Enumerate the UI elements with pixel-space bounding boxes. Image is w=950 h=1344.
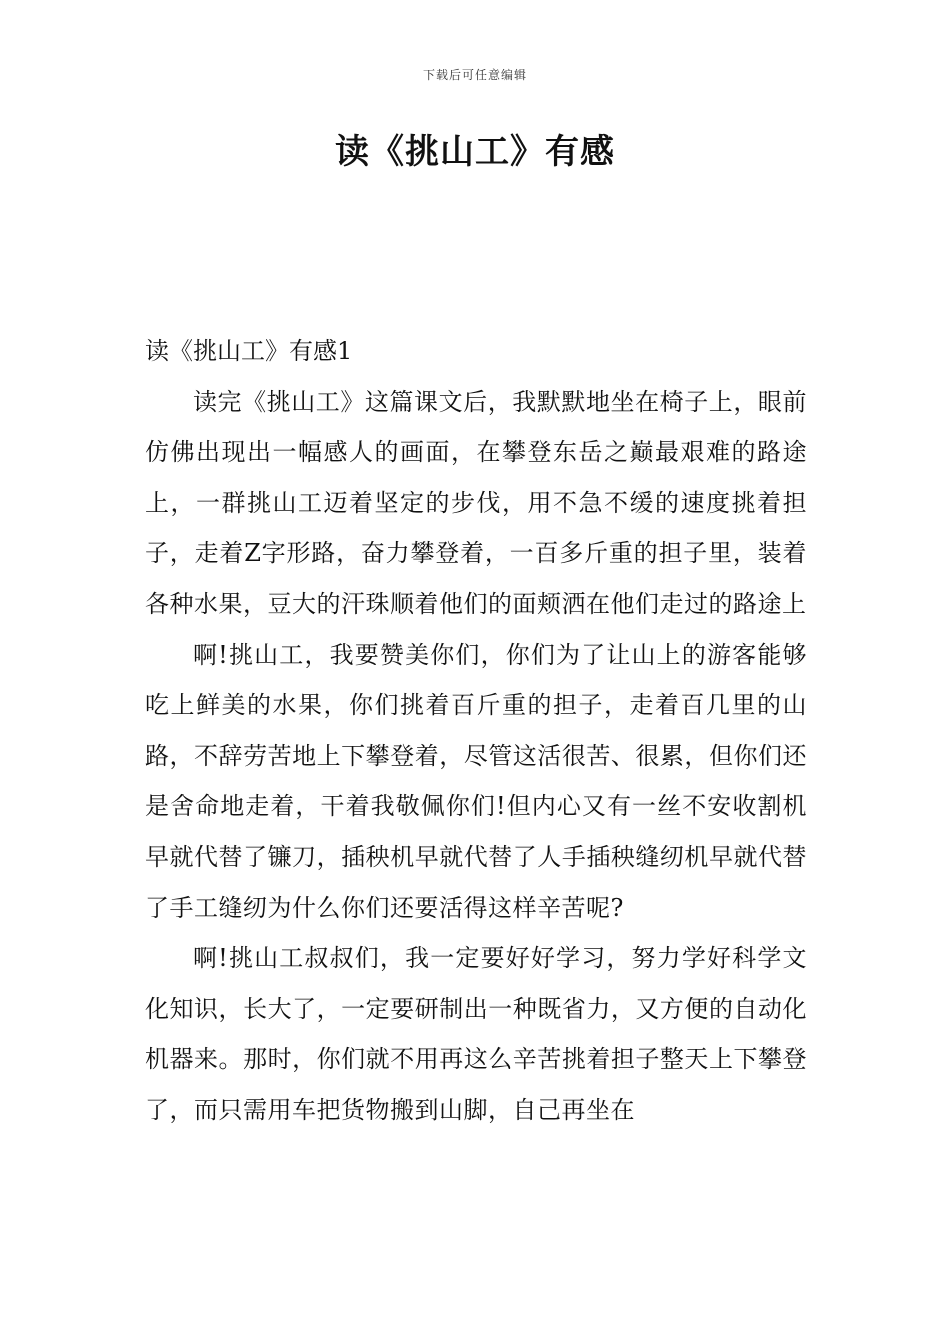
paragraph-2: 啊!挑山工，我要赞美你们，你们为了让山上的游客能够吃上鲜美的水果，你们挑着百斤重的担子，走着百几里的山路，不辞劳苦地上下攀登着，尽管这活很苦、很累，但你们还是舍命地走着，干着我敬佩你们!但内心又有一丝不安收割机早就代替了镰刀，插秧机早就代替了人手插秧缝纫机早就代替了手工缝纫为什么你们还要活得这样辛苦呢? [145, 640, 807, 922]
header-note: 下载后可任意编辑 [422, 68, 527, 82]
paragraph-3: 啊!挑山工叔叔们，我一定要好好学习，努力学好科学文化知识，长大了，一定要研制出一种既省力，又方便的自动化机器来。那时，你们就不用再这么辛苦挑着担子整天上下攀登了，而只需用车把货物搬到山脚，自己再坐在 [145, 944, 807, 1124]
document-title: 读《挑山工》有感 [335, 132, 615, 172]
paragraph-1: 读完《挑山工》这篇课文后，我默默地坐在椅子上，眼前仿佛出现出一幅感人的画面，在攀登东岳之巅最艰难的路途上，一群挑山工迈着坚定的步伐，用不急不缓的速度挑着担子，走着Z字形路，奋力攀登着，一百多斤重的担子里，装着各种水果，豆大的汗珠顺着他们的面颊洒在他们走过的路途上 [145, 387, 807, 618]
section-title: 读《挑山工》有感1 [145, 337, 353, 365]
document-body [145, 326, 807, 1136]
